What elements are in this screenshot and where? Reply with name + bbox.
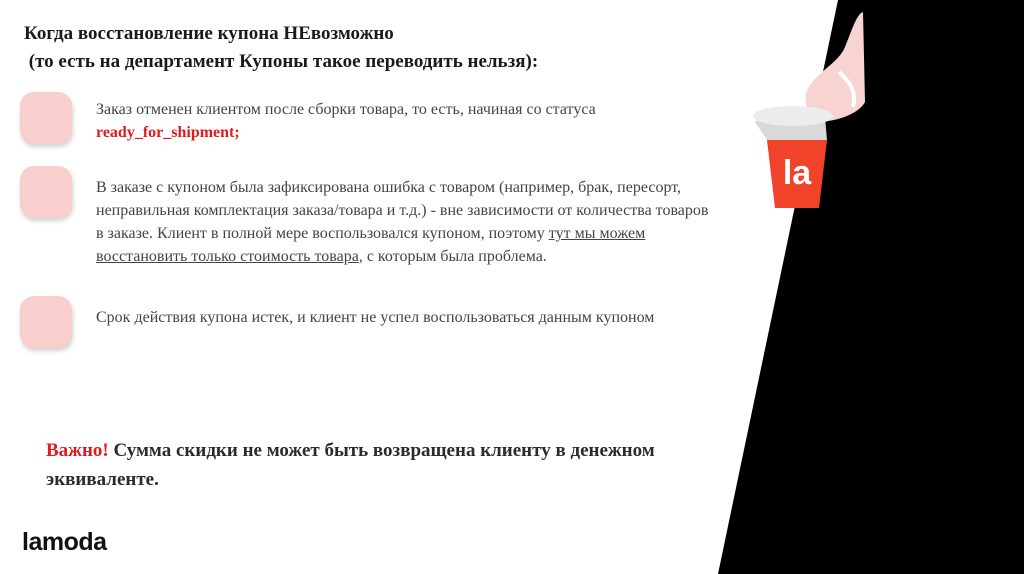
lamoda-cup-illustration [745,12,865,212]
title-line-2: (то есть на департамент Купоны такое переводить нельзя): [24,51,539,72]
bullet-marker-1 [20,92,72,144]
bullet-text-3: Срок действия купона истек, и клиент не успел воспользоваться данным купоном [96,309,655,326]
restore-note: тут мы можем восстановить только стоимость товара [96,225,646,265]
bullet-marker-2 [20,166,72,218]
bullet-text-1: Заказ отменен клиентом после сборки товара, то есть, начиная со статуса ready_for_shipment; [96,101,596,141]
lamoda-logo: lamoda [22,528,107,556]
status-code: ready_for_shipment; [96,124,240,141]
page-title [24,20,538,76]
bullet-text-2: В заказе с купоном была зафиксирована ошибка с товаром (например, брак, пересорт, неправильная комплектация заказа/товара и т.д.) - вне зависимости от количества товаров в заказе. Клиент в полной мере воспользовался купоном, поэтому тут мы можем восстановить только стоимость товара, с которым была проблема. [96,179,709,265]
important-note: Важно! Сумма скидки не может быть возвращена клиенту в денежном эквиваленте. [46,440,655,490]
important-label: Важно! [46,440,109,461]
cup-logo-text: la [782,154,812,192]
bullet-marker-3 [20,296,72,348]
title-line-1: Когда восстановление купона НЕвозможно [24,23,394,44]
